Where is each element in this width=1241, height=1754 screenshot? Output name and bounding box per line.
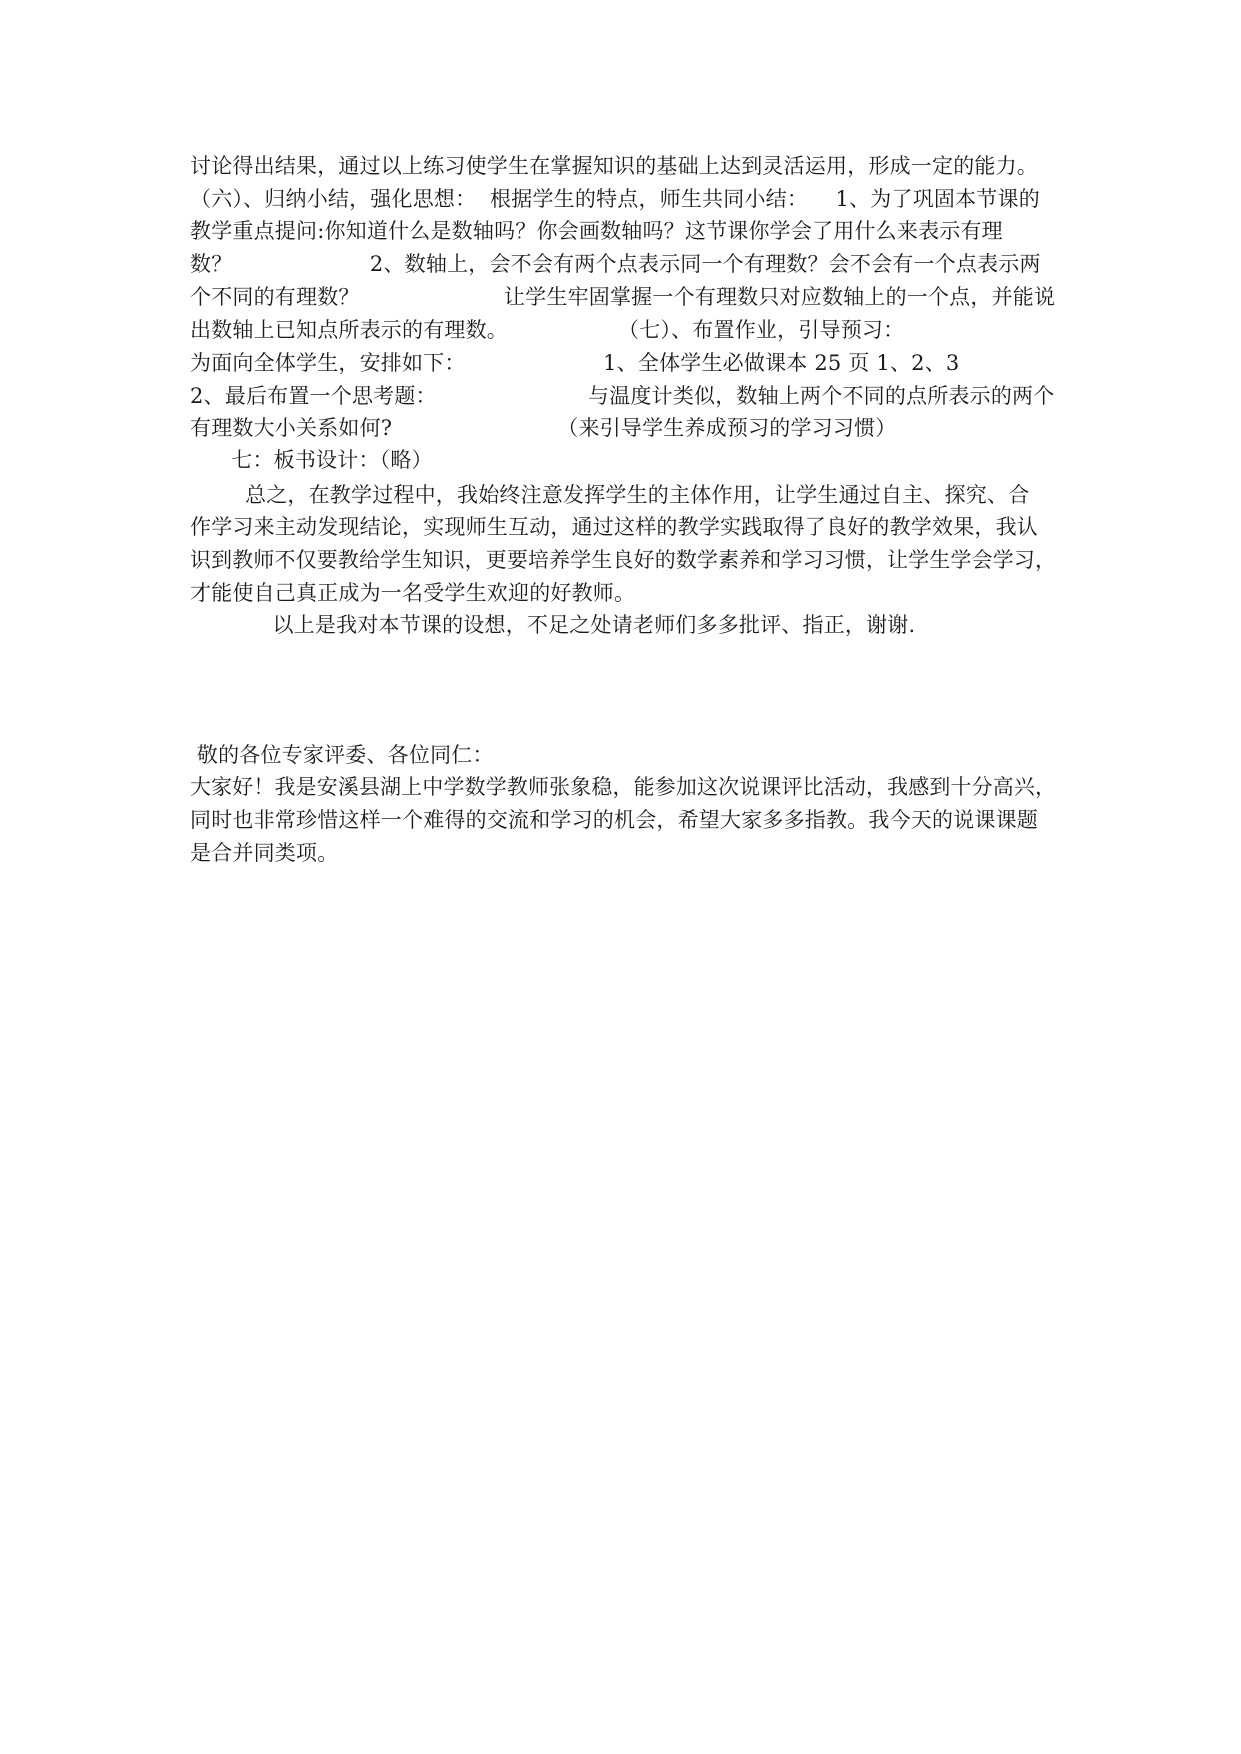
text-line: 大家好！我是安溪县湖上中学数学教师张象稳，能参加这次说课评比活动，我感到十分高兴， — [190, 775, 1057, 799]
text-line: 同时也非常珍惜这样一个难得的交流和学习的机会，希望大家多多指教。我今天的说课课题 — [190, 808, 1038, 832]
text-line: 讨论得出结果，通过以上练习使学生在掌握知识的基础上达到灵活运用，形成一定的能力。 — [190, 154, 1038, 178]
text-line: （六）、归纳小结，强化思想： 根据学生的特点，师生共同小结： 1、为了巩固本节课的 — [190, 187, 1040, 211]
text-line: 个不同的有理数？ 让学生牢固掌握一个有理数只对应数轴上的一个点，并能说 — [190, 285, 1056, 309]
text-line: 总之，在教学过程中，我始终注意发挥学生的主体作用，让学生通过自主、探究、合 — [190, 483, 1030, 507]
text-line: 识到教师不仅要教给学生知识，更要培养学生良好的数学素养和学习习惯，让学生学会学习， — [190, 548, 1057, 572]
text-line: 为面向全体学生，安排如下： 1、全体学生必做课本 25 页 1、2、3 — [190, 351, 960, 375]
text-line: 教学重点提问:你知道什么是数轴吗？你会画数轴吗？这节课你学会了用什么来表示有理 — [190, 219, 1003, 243]
text-line: 才能使自己真正成为一名受学生欢迎的好教师。 — [190, 581, 636, 605]
text-line: 是合并同类项。 — [190, 841, 339, 865]
text-line: 出数轴上已知点所表示的有理数。 （七）、布置作业，引导预习： — [190, 318, 905, 342]
text-line: 数？ 2、数轴上，会不会有两个点表示同一个有理数？会不会有一个点表示两 — [190, 252, 1041, 276]
text-line: 有理数大小关系如何? （来引导学生养成预习的学习习惯） — [190, 416, 897, 440]
text-line: 2、最后布置一个思考题： 与温度计类似，数轴上两个不同的点所表示的两个 — [190, 384, 1055, 408]
text-line: 作学习来主动发现结论，实现师生互动，通过这样的教学实践取得了良好的教学效果，我认 — [190, 515, 1038, 539]
text-line: 敬的各位专家评委、各位同仁： — [190, 743, 494, 767]
text-line: 七：板书设计：（略） — [190, 448, 433, 472]
text-line: 以上是我对本节课的设想，不足之处请老师们多多批评、指正，谢谢. — [190, 613, 916, 637]
